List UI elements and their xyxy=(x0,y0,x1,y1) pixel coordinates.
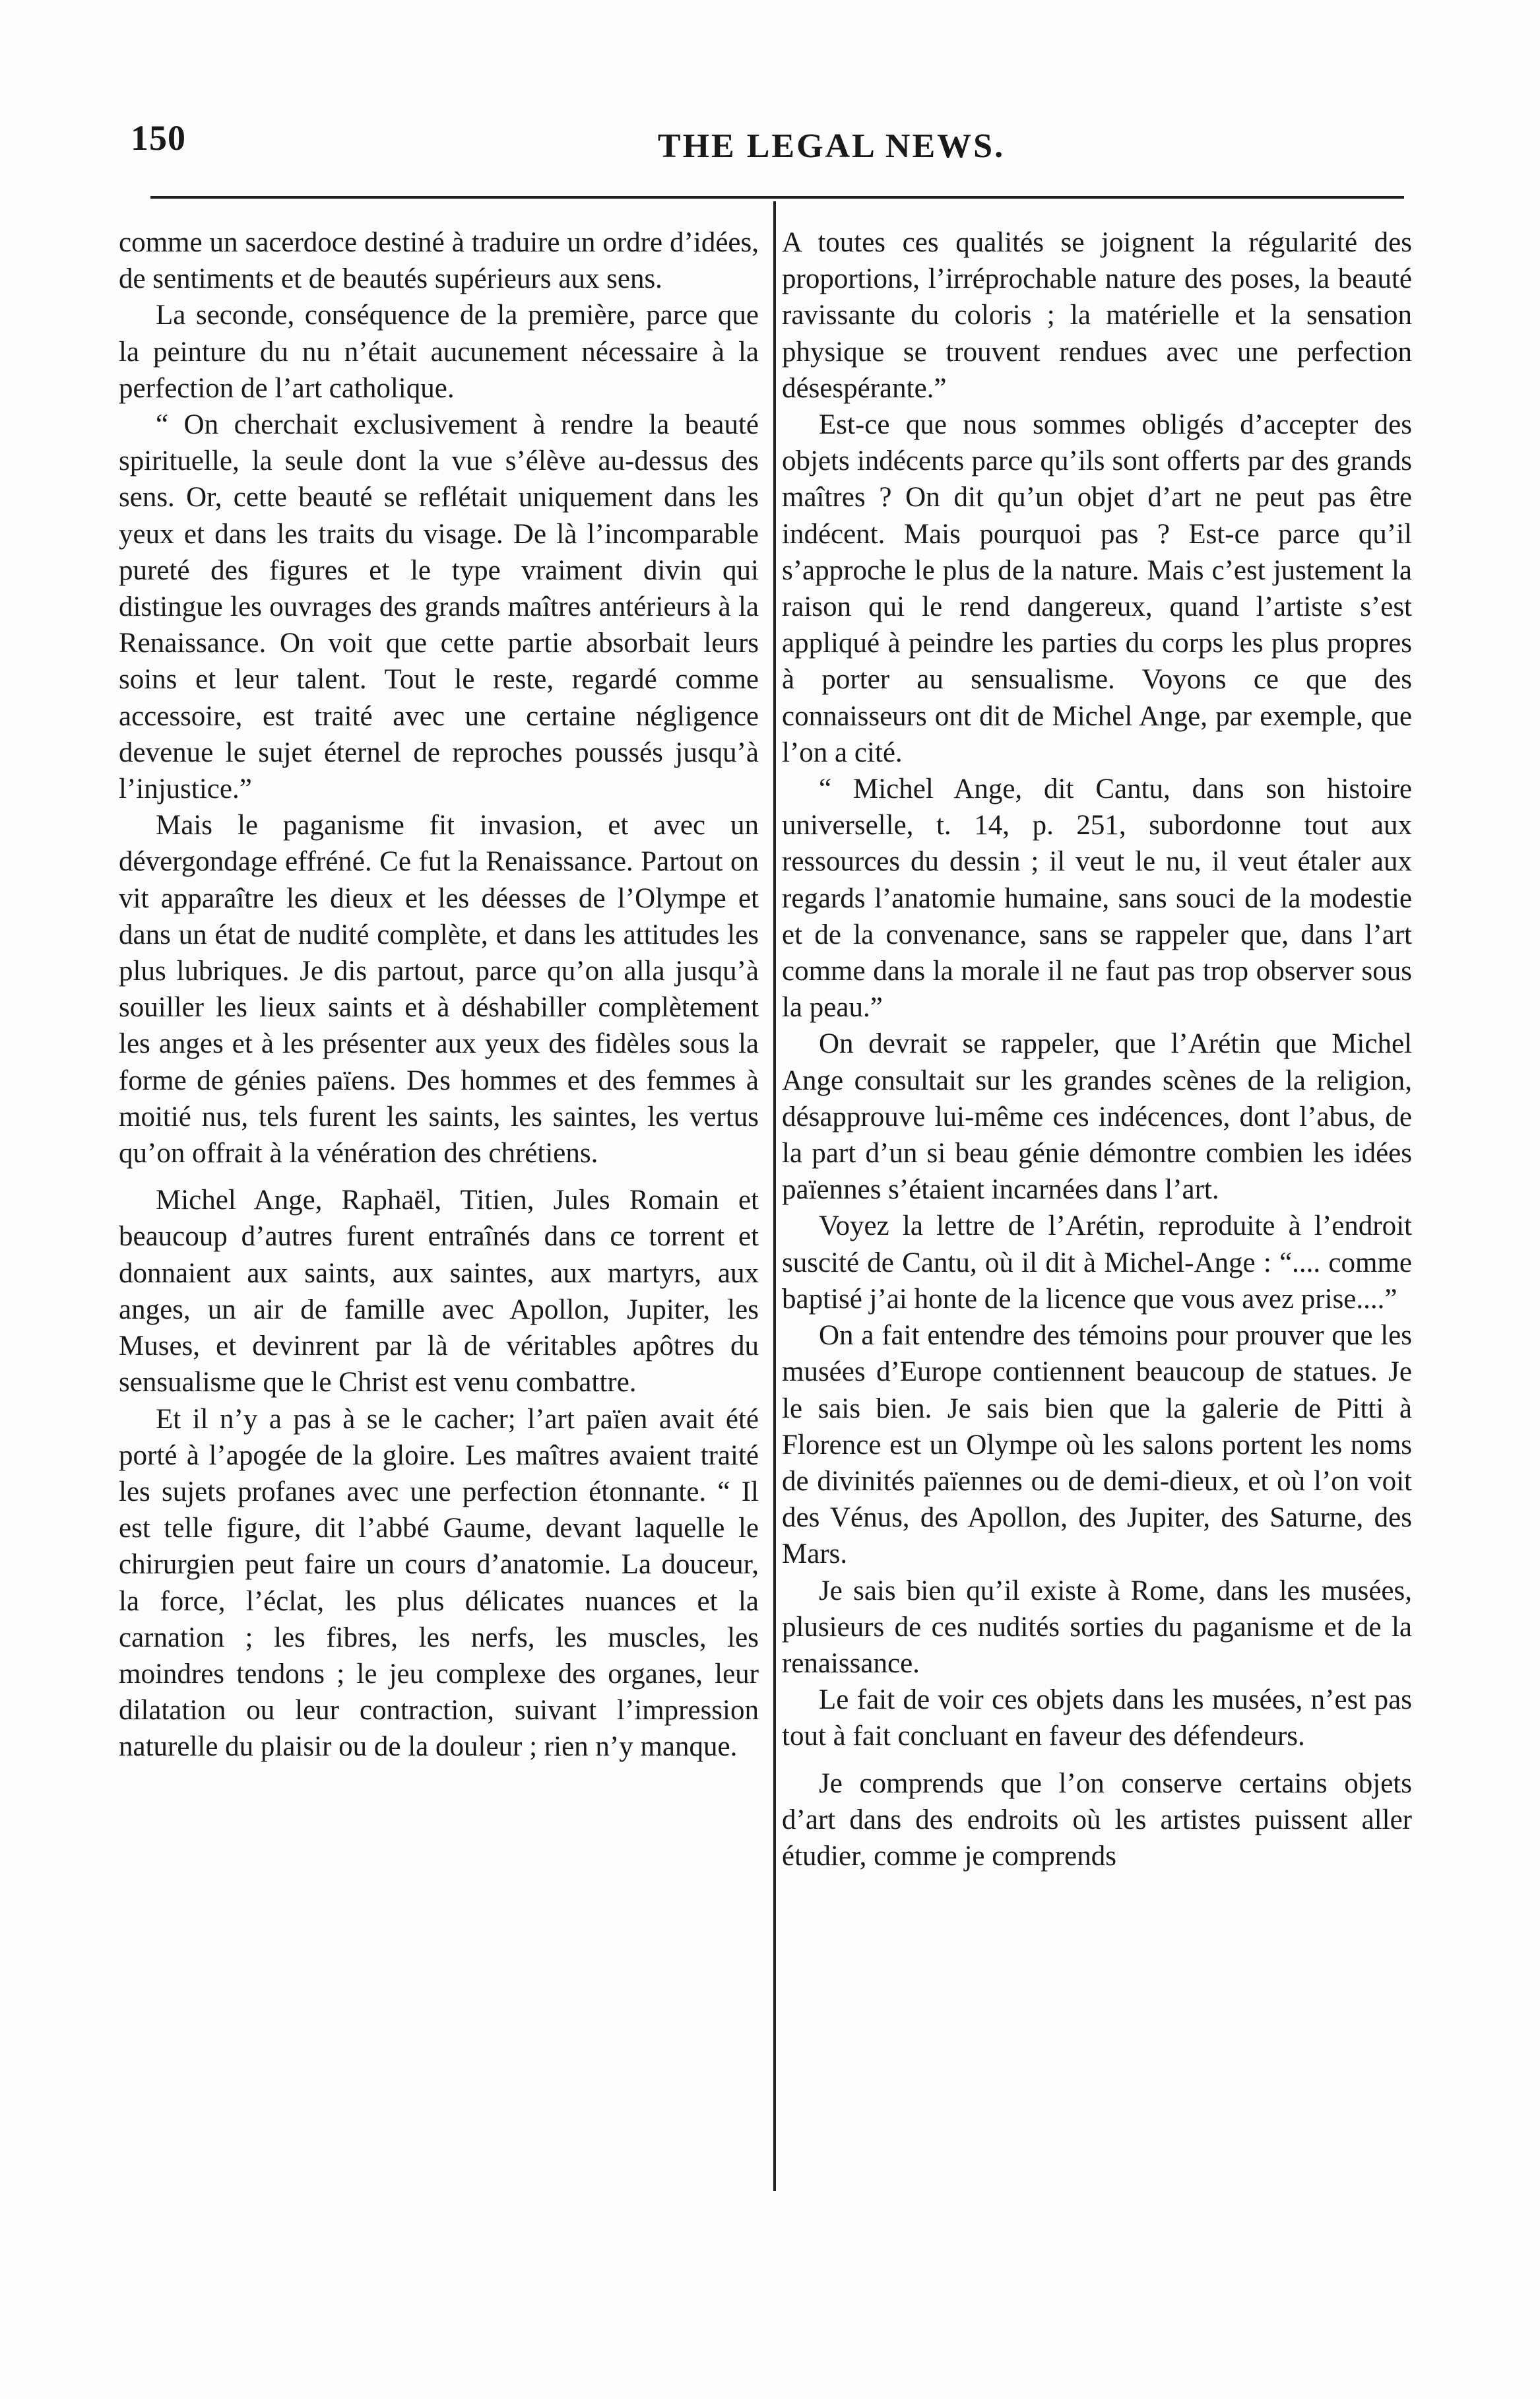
paragraph: La seconde, conséquence de la première, parce que la peinture du nu n’était aucunement nécessaire à la perfection de l’art catholique. xyxy=(119,300,759,404)
page-number: 150 xyxy=(131,118,186,158)
paragraph: Michel Ange, Raphaël, Titien, Jules Romain et beaucoup d’autres furent entraînés dans ce torrent et donnaient aux saints, aux saintes, aux martyrs, aux anges, un air de famille avec Apollon, Jupiter, les Muses, et devinrent par là de véritables apôtres du sensualisme que le Christ est venu combattre. xyxy=(119,1185,759,1398)
paragraph: On a fait entendre des témoins pour prouver que les musées d’Europe contiennent beaucoup de statues. Je le sais bien. Je sais bien que la galerie de Pitti à Florence est un Olympe où les salons portent les noms de divinités païennes ou de demi-dieux, et où l’on voit des Vénus, des Apollon, des Jupiter, des Saturne, des Mars. xyxy=(782,1320,1412,1570)
paragraph: Est-ce que nous sommes obligés d’accepter des objets indécents parce qu’ils sont offerts par des grands maîtres ? On dit qu’un objet d’art ne peut pas être indécent. Mais pourquoi pas ? Est-ce parce qu’il s’approche le plus de la nature. Mais c’est justement la raison qui le rend dangereux, quand l’artiste s’est appliqué à peindre les parties du corps les plus propres à porter au sensualisme. Voyons ce que des connaisseurs ont dit de Michel Ange, par exemple, que l’on a cité. xyxy=(782,409,1412,768)
paragraph: Voyez la lettre de l’Arétin, reproduite à l’endroit suscité de Cantu, où il dit à Michel-Ange : “.... comme baptisé j’ai honte de la licence que vous avez prise....” xyxy=(782,1210,1412,1315)
column-rule xyxy=(773,201,776,2191)
paragraph: “ On cherchait exclusivement à rendre la beauté spirituelle, la seule dont la vue s’élève au-dessus des sens. Or, cette beauté se reflétait uniquement dans les yeux et dans les traits du visage. De là l’incomparable pureté des figures et le type vraiment divin qui distingue les ouvrages des grands maîtres antérieurs à la Renaissance. On voit que cette partie absorbait leurs soins et leur talent. Tout le reste, regardé comme accessoire, est traité avec une certaine négligence devenue le sujet éternel de reproches poussés jusqu’à l’injustice.” xyxy=(119,409,759,805)
paragraph: “ Michel Ange, dit Cantu, dans son histoire universelle, t. 14, p. 251, subordonne tout aux ressources du dessin ; il veut le nu, il veut étaler aux regards l’anatomie humaine, sans souci de la modestie et de la convenance, sans se rappeler que, dans l’art comme dans la morale il ne faut pas trop observer sous la peau.” xyxy=(782,773,1412,1024)
paragraph: comme un sacerdoce destiné à traduire un ordre d’idées, de sentiments et de beautés supérieurs aux sens. xyxy=(119,227,759,295)
paragraph: Je sais bien qu’il existe à Rome, dans les musées, plusieurs de ces nudités sorties du paganisme et de la renaissance. xyxy=(782,1575,1412,1679)
left-column xyxy=(119,224,759,1765)
right-column xyxy=(782,224,1412,1874)
paragraph: Et il n’y a pas à se le cacher; l’art païen avait été porté à l’apogée de la gloire. Les maîtres avaient traité les sujets profanes avec une perfection étonnante. “ Il est telle figure, dit l’abbé Gaume, devant laquelle le chirurgien peut faire un cours d’anatomie. La douceur, la force, l’éclat, les plus délicates nuances et la carnation ; les fibres, les nerfs, les muscles, les moindres tendons ; le jeu complexe des organes, leur dilatation ou leur contraction, suivant l’impression naturelle du plaisir ou de la douleur ; rien n’y manque. xyxy=(119,1403,759,1763)
paragraph: A toutes ces qualités se joignent la régularité des proportions, l’irréprochable nature des poses, la beauté ravissante du coloris ; la matérielle et la sensation physique se trouvent rendues avec une perfection désespérante.” xyxy=(782,227,1412,404)
paragraph: On devrait se rappeler, que l’Arétin que Michel Ange consultait sur les grandes scènes de la religion, désapprouve lui-même ces indécences, dont l’abus, de la part d’un si beau génie démontre combien les idées païennes s’étaient incarnées dans l’art. xyxy=(782,1028,1412,1206)
paragraph: Le fait de voir ces objets dans les musées, n’est pas tout à fait concluant en faveur des défendeurs. xyxy=(782,1684,1412,1752)
running-head-title: THE LEGAL NEWS. xyxy=(657,127,1006,165)
header-rule xyxy=(150,196,1404,199)
paragraph: Je comprends que l’on conserve certains objets d’art dans des endroits où les artistes puissent aller étudier, comme je comprends xyxy=(782,1767,1412,1872)
paragraph: Mais le paganisme fit invasion, et avec un dévergondage effréné. Ce fut la Renaissance. Partout on vit apparaître les dieux et les déesses de l’Olympe et dans un état de nudité complète, et dans les attitudes les plus lubriques. Je dis partout, parce qu’on alla jusqu’à souiller les lieux saints et à déshabiller complètement les anges et à les présenter aux yeux des fidèles sous la forme de génies païens. Des hommes et des femmes à moitié nus, tels furent les saints, les saintes, les vertus qu’on offrait à la vénération des chrétiens. xyxy=(119,810,759,1169)
